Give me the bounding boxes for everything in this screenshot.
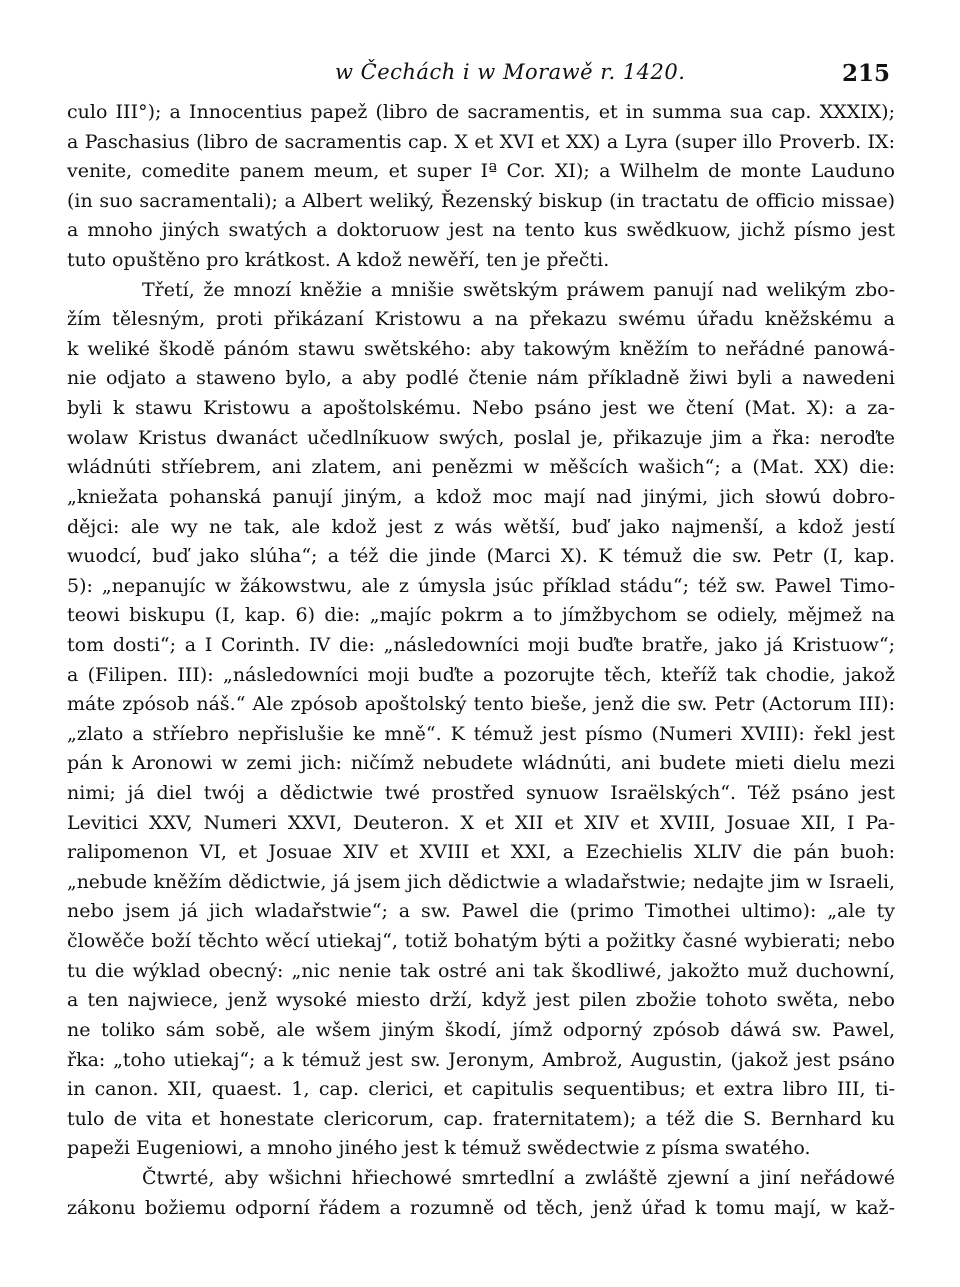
text-line: tu die wýklad obecný: „nic nenie tak ostré ani tak škodliwé, jakožto muž duchowní,: [67, 959, 895, 982]
text-line: nie odjato a staweno bylo, a aby podlé čtenie nám příkladně žiwi byli a nawedeni: [67, 367, 895, 390]
text-line: pán k Aronowi w zemi jich: ničímž nebudete wládnúti, ani budete mieti dielu mezi: [67, 752, 895, 775]
text-line: máte zpósob náš.“ Ale zpósob apoštolský tento bieše, jenž die sw. Petr (Actorum III):: [67, 693, 895, 716]
text-line: teowi biskupu (I, kap. 6) die: „majíc pokrm a to jímžbychom se odiely, mějmež na: [67, 604, 895, 627]
text-line: dějci: ale wy ne tak, ale kdož jest z wás wětší, buď jako najmenší, a kdož jestí: [67, 515, 895, 538]
text-line: Levitici XXV, Numeri XXVI, Deuteron. X et XII et XIV et XVIII, Josuae XII, I Pa-: [67, 811, 895, 834]
running-header: [0, 60, 960, 94]
text-line: člowěče boží těchto wěcí utiekaj“, totiž bohatým býti a požitky časné wybierati; nebo: [67, 930, 895, 953]
text-line: ne toliko sám sobě, ale wšem jiným škodí, jímž odporný zpósob dáwá sw. Pawel,: [67, 1018, 895, 1041]
text-line: venite, comedite panem meum, et super Iª Cor. XI); a Wilhelm de monte Lauduno: [67, 160, 895, 183]
text-line: tom dosti“; a I Corinth. IV die: „následowníci moji buďte bratře, jako já Kristuow“;: [67, 633, 895, 656]
text-line: ralipomenon VI, et Josuae XIV et XVIII et XXI, a Ezechielis XLIV die pán buoh:: [67, 841, 895, 864]
text-line: řka: „toho utiekaj“; a k témuž jest sw. Jeronym, Ambrož, Augustin, (jakož jest psáno: [67, 1048, 895, 1071]
paragraph-start-line: Čtwrté, aby wšichni hřiechowé smrtedlní a zwláště zjewní a jiní neřádowé: [142, 1166, 895, 1189]
text-line: papeži Eugeniowi, a mnoho jiného jest k témuž swědectwie z písma swatého.: [67, 1137, 811, 1160]
text-line: 5): „nepanujíc w žákowstwu, ale z úmysla jsúc příklad stádu“; též sw. Pawel Timo-: [67, 574, 895, 597]
text-line: a ten najwiece, jenž wysoké miesto drží, když jest pilen zbožie tohoto swěta, nebo: [67, 989, 895, 1012]
text-line: „nebude kněžím dědictwie, já jsem jich dědictwie a wladařstwie; nedajte jim w Israeli,: [67, 871, 895, 893]
text-line: wládnúti stříebrem, ani zlatem, ani penězmi w měšcích wašich“; a (Mat. XX) die:: [67, 456, 895, 479]
text-line: žím tělesným, proti přikázaní Kristowu a na překazu swému úřadu kněžskému a: [67, 308, 895, 331]
text-line: tulo de vita et honestate clericorum, cap. fraternitatem); a též die S. Bernhard ku: [67, 1107, 895, 1130]
text-line: a mnoho jiných swatých a doktoruow jest na tento kus swědkuow, jichž písmo jest: [67, 219, 895, 242]
text-line: culo III°); a Innocentius papež (libro de sacramentis, et in summa sua cap. XXXIX);: [67, 101, 895, 123]
text-line: nebo jsem já jich wladařstwie“; a sw. Pawel die (primo Timothei ultimo): „ale ty: [67, 900, 895, 923]
text-line: a Paschasius (libro de sacramentis cap. X et XVI et XX) a Lyra (super illo Proverb. IX:: [67, 130, 895, 153]
page-number: 215: [841, 60, 890, 87]
text-line: byli k stawu Kristowu a apoštolskému. Nebo psáno jest we čtení (Mat. X): a za-: [67, 397, 895, 420]
text-line: (in suo sacramentali); a Albert weliký, Řezenský biskup (in tractatu de officio missae): [67, 189, 895, 212]
text-line: nimi; já diel twój a dědictwie twé prostřed synuow Israëlských“. Též psáno jest: [67, 782, 895, 805]
paragraph-start-line: Třetí, že mnozí kněžie a mnišie swětským práwem panují nad welikým zbo-: [142, 278, 895, 301]
text-line: wuodcí, buď jako slúha“; a též die jinde (Marci X). K témuž die sw. Petr (I, kap.: [67, 545, 895, 568]
text-line: in canon. XII, quaest. 1, cap. clerici, et capitulis sequentibus; et extra libro III, ti-: [67, 1078, 895, 1101]
text-line: k weliké škodě pánóm stawu swětského: aby takowým kněžím to neřádné panowá-: [67, 337, 895, 360]
text-line: zákonu božiemu odporní řádem a rozumně od těch, jenž úřad k tomu mají, w kaž-: [67, 1196, 895, 1219]
text-line: „zlato a stříebro nepřislušie ke mně“. K témuž jest písmo (Numeri XVIII): řekl jest: [67, 722, 895, 745]
text-line: wolaw Kristus dwanáct učedlníkuow swých, poslal je, přikazuje jim a řka: neroďte: [67, 426, 895, 449]
text-line: „kniežata pohanská panují jiným, a kdož moc mají nad jinými, jich słowú dobro-: [67, 485, 895, 508]
text-line: tuto opuštěno pro krátkost. A kdož newěří, ten je přečti.: [67, 249, 610, 272]
text-line: a (Filipen. III): „následowníci moji buďte a pozorujte těch, kteříž tak chodie, jakož: [67, 663, 895, 686]
body-text: [67, 98, 895, 1223]
running-title: w Čechách i w Morawě r. 1420.: [335, 60, 686, 84]
